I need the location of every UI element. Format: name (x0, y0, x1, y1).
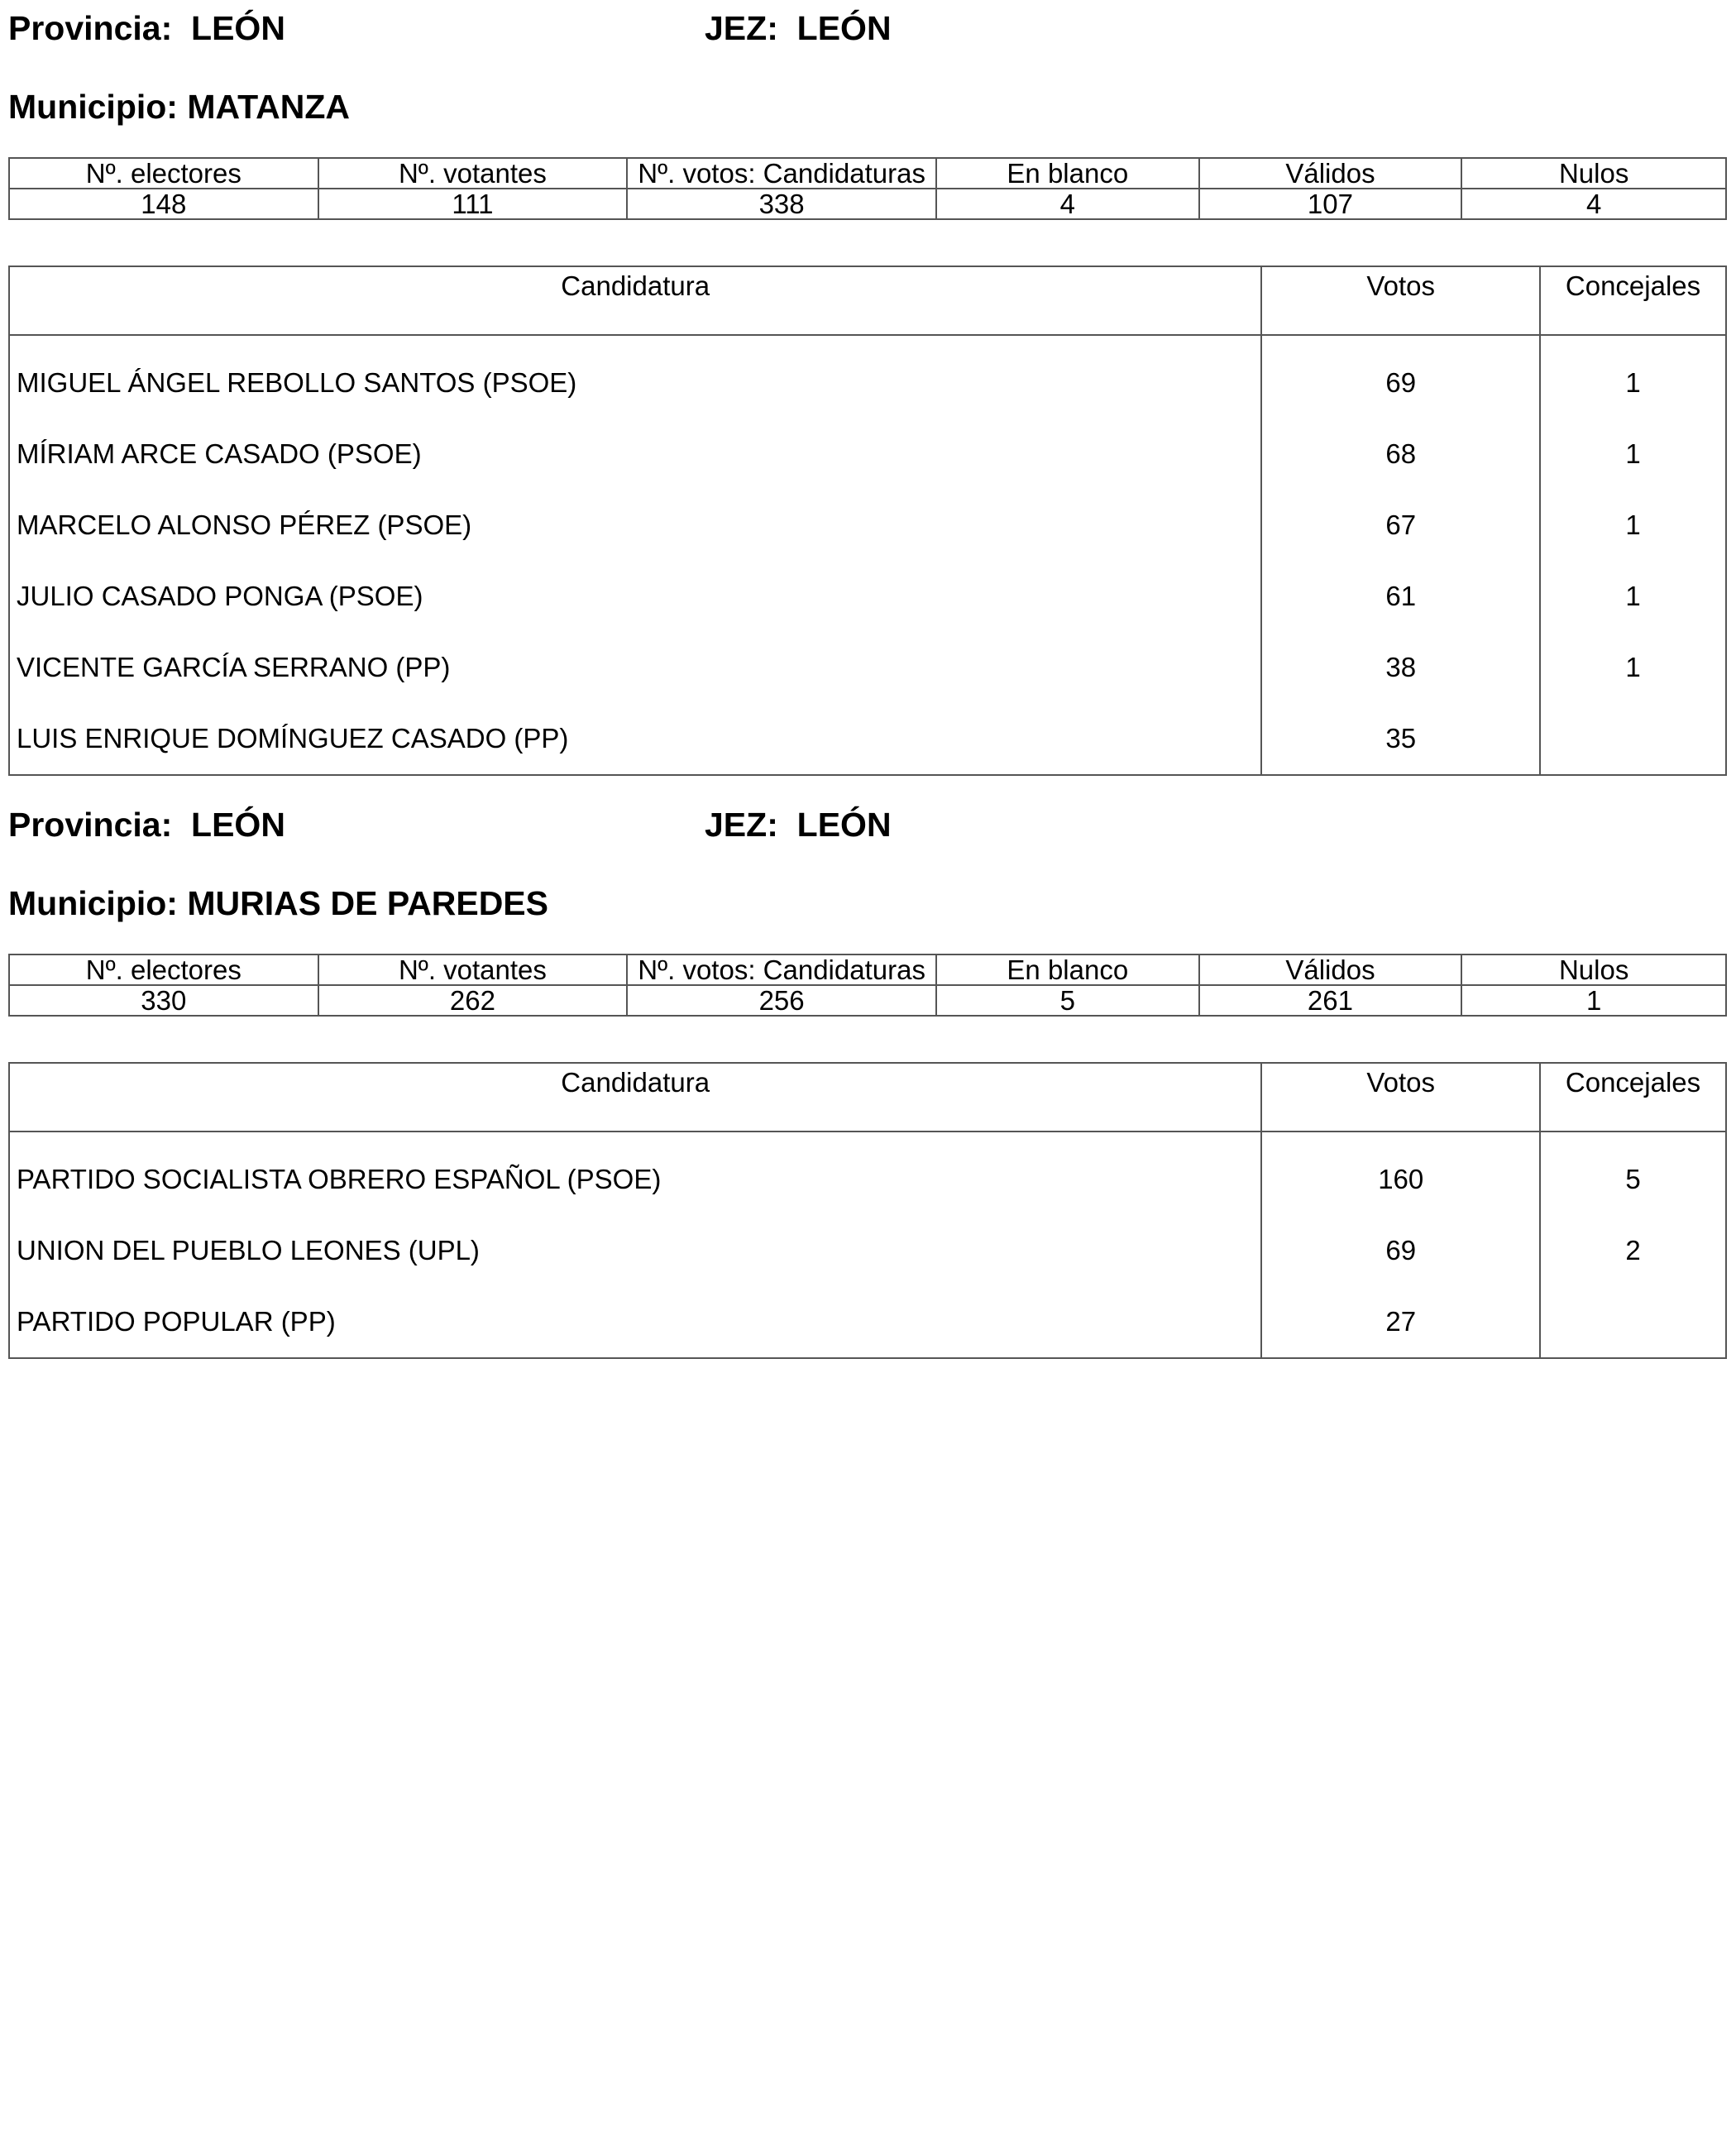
candidate-concejales: 5 (1540, 1132, 1726, 1215)
stats-header: Nº. electores (9, 158, 318, 189)
jez-line (705, 9, 892, 47)
stats-header: En blanco (936, 954, 1199, 985)
provincia-value: LEÓN (191, 806, 285, 844)
candidate-row (9, 1215, 1726, 1286)
stats-header: Nº. votantes (318, 158, 628, 189)
votos-header: Votos (1261, 1063, 1540, 1132)
stats-value-row (9, 189, 1726, 219)
candidate-name: PARTIDO POPULAR (PP) (17, 1306, 336, 1337)
candidate-name: JULIO CASADO PONGA (PSOE) (17, 581, 423, 611)
candidate-row (9, 632, 1726, 703)
candidate-concejales: 1 (1540, 490, 1726, 561)
candidate-row (9, 703, 1726, 775)
candidates-table (8, 266, 1727, 776)
candidate-concejales (1540, 1286, 1726, 1358)
jez-label: JEZ: (705, 9, 778, 47)
stats-header-row (9, 158, 1726, 189)
municipio-value: MATANZA (187, 88, 350, 126)
municipio-line (8, 884, 549, 922)
stats-value: 330 (9, 985, 318, 1016)
candidate-row (9, 1132, 1726, 1215)
jez-value: LEÓN (796, 806, 892, 844)
stats-header: Nº. votantes (318, 954, 628, 985)
provincia-label: Provincia: (8, 9, 173, 47)
candidate-name: UNION DEL PUEBLO LEONES (UPL) (17, 1235, 480, 1265)
stats-value: 107 (1199, 189, 1462, 219)
candidate-concejales: 2 (1540, 1215, 1726, 1286)
candidate-votos: 67 (1261, 490, 1540, 561)
jez-value: LEÓN (796, 9, 892, 47)
votos-header: Votos (1261, 266, 1540, 335)
candidate-row (9, 561, 1726, 632)
stats-header: Válidos (1199, 954, 1462, 985)
stats-value: 4 (936, 189, 1199, 219)
candidate-name: MIGUEL ÁNGEL REBOLLO SANTOS (PSOE) (17, 367, 577, 398)
candidate-concejales: 1 (1540, 419, 1726, 490)
stats-value: 256 (627, 985, 936, 1016)
provincia-label: Provincia: (8, 806, 173, 844)
stats-header: Válidos (1199, 158, 1462, 189)
candidate-name: PARTIDO SOCIALISTA OBRERO ESPAÑOL (PSOE) (17, 1164, 662, 1194)
candidate-concejales: 1 (1540, 335, 1726, 419)
candidates-table (8, 1062, 1727, 1359)
jez-line (705, 808, 892, 842)
candidate-votos: 160 (1261, 1132, 1540, 1215)
provincia-line (8, 9, 285, 47)
stats-value-row (9, 985, 1726, 1016)
municipio-label: Municipio: (8, 884, 178, 922)
candidatura-header: Candidatura (9, 266, 1261, 335)
stats-header: Nº. electores (9, 954, 318, 985)
candidates-header-row (9, 266, 1726, 335)
stats-value: 148 (9, 189, 318, 219)
stats-table (8, 954, 1727, 1017)
candidate-votos: 68 (1261, 419, 1540, 490)
candidate-concejales: 1 (1540, 561, 1726, 632)
candidate-votos: 69 (1261, 1215, 1540, 1286)
candidates-header-row (9, 1063, 1726, 1132)
stats-header-row (9, 954, 1726, 985)
candidate-row (9, 335, 1726, 419)
stats-value: 4 (1461, 189, 1726, 219)
candidate-concejales (1540, 703, 1726, 775)
jez-label: JEZ: (705, 806, 778, 844)
candidate-name: LUIS ENRIQUE DOMÍNGUEZ CASADO (PP) (17, 723, 569, 754)
stats-value: 261 (1199, 985, 1462, 1016)
concejales-header: Concejales (1540, 1063, 1726, 1132)
provincia-line (8, 808, 285, 842)
candidate-votos: 35 (1261, 703, 1540, 775)
stats-header: Nulos (1461, 954, 1726, 985)
candidate-row (9, 419, 1726, 490)
candidate-name: VICENTE GARCÍA SERRANO (PP) (17, 652, 451, 682)
candidate-name: MÍRIAM ARCE CASADO (PSOE) (17, 438, 422, 469)
candidate-name: MARCELO ALONSO PÉREZ (PSOE) (17, 510, 472, 540)
municipio-line (8, 90, 350, 124)
stats-header: En blanco (936, 158, 1199, 189)
candidate-concejales: 1 (1540, 632, 1726, 703)
stats-value: 5 (936, 985, 1199, 1016)
provincia-value: LEÓN (191, 9, 285, 47)
municipio-value: MURIAS DE PAREDES (187, 884, 549, 922)
stats-header: Nulos (1461, 158, 1726, 189)
candidate-votos: 27 (1261, 1286, 1540, 1358)
stats-table (8, 157, 1727, 220)
municipio-label: Municipio: (8, 88, 178, 126)
candidate-votos: 69 (1261, 335, 1540, 419)
stats-value: 262 (318, 985, 628, 1016)
concejales-header: Concejales (1540, 266, 1726, 335)
candidatura-header: Candidatura (9, 1063, 1261, 1132)
candidate-row (9, 1286, 1726, 1358)
stats-value: 338 (627, 189, 936, 219)
stats-header: Nº. votos: Candidaturas (627, 954, 936, 985)
candidate-votos: 61 (1261, 561, 1540, 632)
stats-header: Nº. votos: Candidaturas (627, 158, 936, 189)
candidate-row (9, 490, 1726, 561)
stats-value: 1 (1461, 985, 1726, 1016)
candidate-votos: 38 (1261, 632, 1540, 703)
stats-value: 111 (318, 189, 628, 219)
